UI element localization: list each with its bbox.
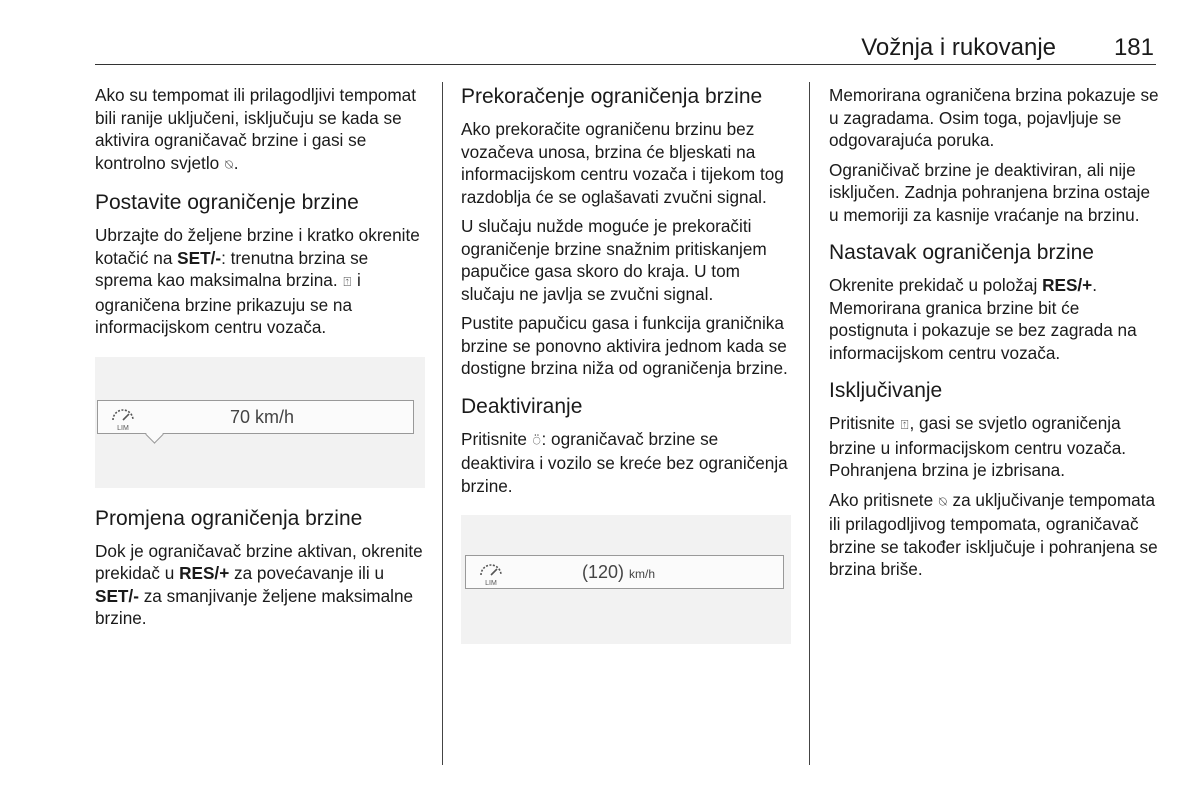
paragraph: Ako su tempomat ili prilagodljivi tempomat bili ranije uključeni, isključuju se kada se aktivira ograničavač brzine i gasi se kontrolno svjetlo ⍉. bbox=[95, 84, 425, 176]
speed-limiter-display bbox=[97, 400, 414, 434]
speed-limiter-icon bbox=[476, 560, 506, 586]
stored-speed-value: (120) km/h bbox=[582, 562, 656, 582]
paragraph: Ograničivač brzine je deaktiviran, ali nije isključen. Zadnja pohranjena brzina ostaje u memoriji za kasnije vraćanje na brzinu. bbox=[829, 159, 1151, 225]
paragraph: Ubrzajte do željene brzine i kratko okrenite kotačić na SET/-: trenutna brzina se sprema kao maksimalna brzina. ⍐ i ograničena brzine prikazuju se na informacijskom centru vozača. bbox=[95, 225, 420, 337]
paragraph: Ako pritisnete ⍉ za uključivanje tempomata ili prilagodljivog tempomata, ograničavač brzine se također isključuje i pohranjena se brzina briše. bbox=[829, 489, 1158, 579]
section-heading: Postavite ograničenje brzine bbox=[95, 191, 359, 214]
section-heading: Prekoračenje ograničenja brzine bbox=[461, 85, 763, 108]
lim-label: LIM bbox=[485, 580, 497, 586]
paragraph: Pritisnite ⍐, gasi se svjetlo ograničenja brzine u informacijskom centru vozača. Pohranjena brzina je izbrisana. bbox=[829, 413, 1127, 480]
paragraph: Okrenite prekidač u položaj RES/+. Memorirana granica brzine bit će postignuta i pokazuje se bez zagrada na informacijskom centru vozača. bbox=[829, 275, 1137, 363]
section-heading: Deaktiviranje bbox=[461, 394, 583, 418]
column-2 bbox=[461, 84, 791, 644]
speed-limiter-icon: ⍐ bbox=[900, 417, 909, 432]
paragraph: Pritisnite ⍥: ograničavač brzine se deaktivira i vozilo se kreće bez ograničenja brzine. bbox=[461, 428, 788, 496]
column-divider bbox=[442, 82, 443, 765]
paragraph: Pustite papučicu gasa i funkcija graničnika brzine se ponovno aktivira jednom kada se dostigne brzina niža od ograničenja brzine. bbox=[461, 313, 788, 378]
cruise-off-icon: ⍥ bbox=[532, 432, 541, 448]
driver-info-display-figure bbox=[461, 515, 791, 644]
chapter-title: Vožnja i rukovanje bbox=[861, 34, 1056, 61]
page-number: 181 bbox=[1113, 34, 1154, 61]
paragraph: Ako prekoračite ograničenu brzinu bez vozačeva unosa, brzina će bljeskati na informacijskom centru vozača i tijekom tog razdoblja će se oglašavati zvučni signal. bbox=[461, 119, 784, 207]
section-heading: Isključivanje bbox=[829, 379, 943, 402]
page-header bbox=[95, 30, 1156, 65]
limit-speed-value: 70 km/h bbox=[230, 406, 295, 427]
paragraph: Dok je ograničavač brzine aktivan, okrenite prekidač u RES/+ za povećavanje ili u SET/- za smanjivanje željene maksimalne brzine. bbox=[95, 540, 423, 628]
paragraph: Memorirana ograničena brzina pokazuje se u zagradama. Osim toga, pojavljuje se odgovarajuća poruka. bbox=[829, 85, 1159, 150]
paragraph: U slučaju nužde moguće je prekoračiti ograničenje brzine snažnim pritiskanjem papučice gasa skoro do kraja. U tom slučaju ne javlja se zvučni signal. bbox=[461, 216, 767, 304]
lim-label: LIM bbox=[117, 424, 129, 431]
cruise-control-icon: ⍉ bbox=[938, 493, 947, 509]
column-3 bbox=[829, 84, 1159, 588]
cruise-control-icon: ⍉ bbox=[224, 156, 233, 172]
section-heading: Promjena ograničenja brzine bbox=[95, 506, 363, 530]
section-heading: Nastavak ograničenja brzine bbox=[829, 241, 1094, 264]
speed-limiter-icon: ⍐ bbox=[343, 274, 352, 289]
speed-limiter-icon bbox=[108, 405, 138, 431]
display-pointer bbox=[145, 425, 163, 443]
column-1 bbox=[95, 84, 425, 637]
speed-limiter-display bbox=[465, 555, 784, 589]
driver-info-display-figure bbox=[95, 357, 425, 488]
column-divider bbox=[809, 82, 810, 765]
